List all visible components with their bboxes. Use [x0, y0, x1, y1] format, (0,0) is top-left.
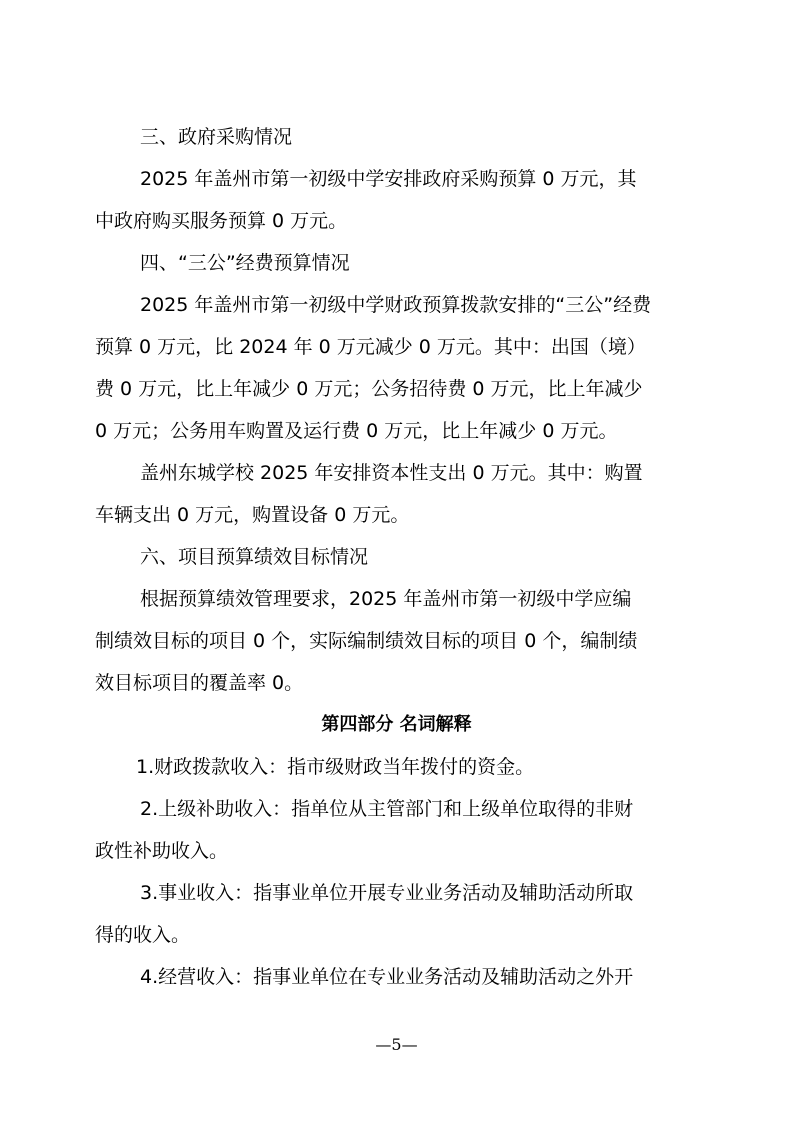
paragraph-line: 效目标项目的覆盖率 0。 [95, 672, 304, 694]
section-4-heading: 四、“三公”经费预算情况 [140, 252, 350, 274]
section-3-heading: 三、政府采购情况 [140, 126, 293, 148]
paragraph-line: 根据预算绩效管理要求，2025 年盖州市第一初级中学应编 [140, 588, 632, 610]
paragraph-line: 2025 年盖州市第一初级中学安排政府采购预算 0 万元，其 [140, 168, 637, 190]
paragraph-line: 车辆支出 0 万元，购置设备 0 万元。 [95, 504, 410, 526]
paragraph-line: 盖州东城学校 2025 年安排资本性支出 0 万元。其中：购置 [140, 462, 643, 484]
paragraph-line: 费 0 万元，比上年减少 0 万元；公务招待费 0 万元，比上年减少 [95, 378, 643, 400]
paragraph-line: 中政府购买服务预算 0 万元。 [95, 210, 348, 232]
paragraph-line: 制绩效目标的项目 0 个，实际编制绩效目标的项目 0 个，编制绩 [95, 630, 638, 652]
term-definition-line: 4.经营收入：指事业单位在专业业务活动及辅助活动之外开 [140, 966, 634, 988]
page-number: —5— [375, 1035, 418, 1054]
term-definition-line: 1.财政拨款收入：指市级财政当年拨付的资金。 [136, 756, 535, 778]
part-4-title: 第四部分 名词解释 [321, 714, 472, 735]
term-definition-line: 得的收入。 [95, 924, 191, 946]
term-definition-line: 2.上级补助收入：指单位从主管部门和上级单位取得的非财 [140, 798, 634, 820]
paragraph-line: 2025 年盖州市第一初级中学财政预算拨款安排的“三公”经费 [140, 294, 652, 316]
paragraph-line: 0 万元；公务用车购置及运行费 0 万元，比上年减少 0 万元。 [95, 420, 618, 442]
term-definition-line: 政性补助收入。 [95, 840, 229, 862]
section-6-heading: 六、项目预算绩效目标情况 [140, 546, 369, 568]
term-definition-line: 3.事业收入：指事业单位开展专业业务活动及辅助活动所取 [140, 882, 634, 904]
paragraph-line: 预算 0 万元，比 2024 年 0 万元减少 0 万元。其中：出国（境） [95, 336, 646, 358]
